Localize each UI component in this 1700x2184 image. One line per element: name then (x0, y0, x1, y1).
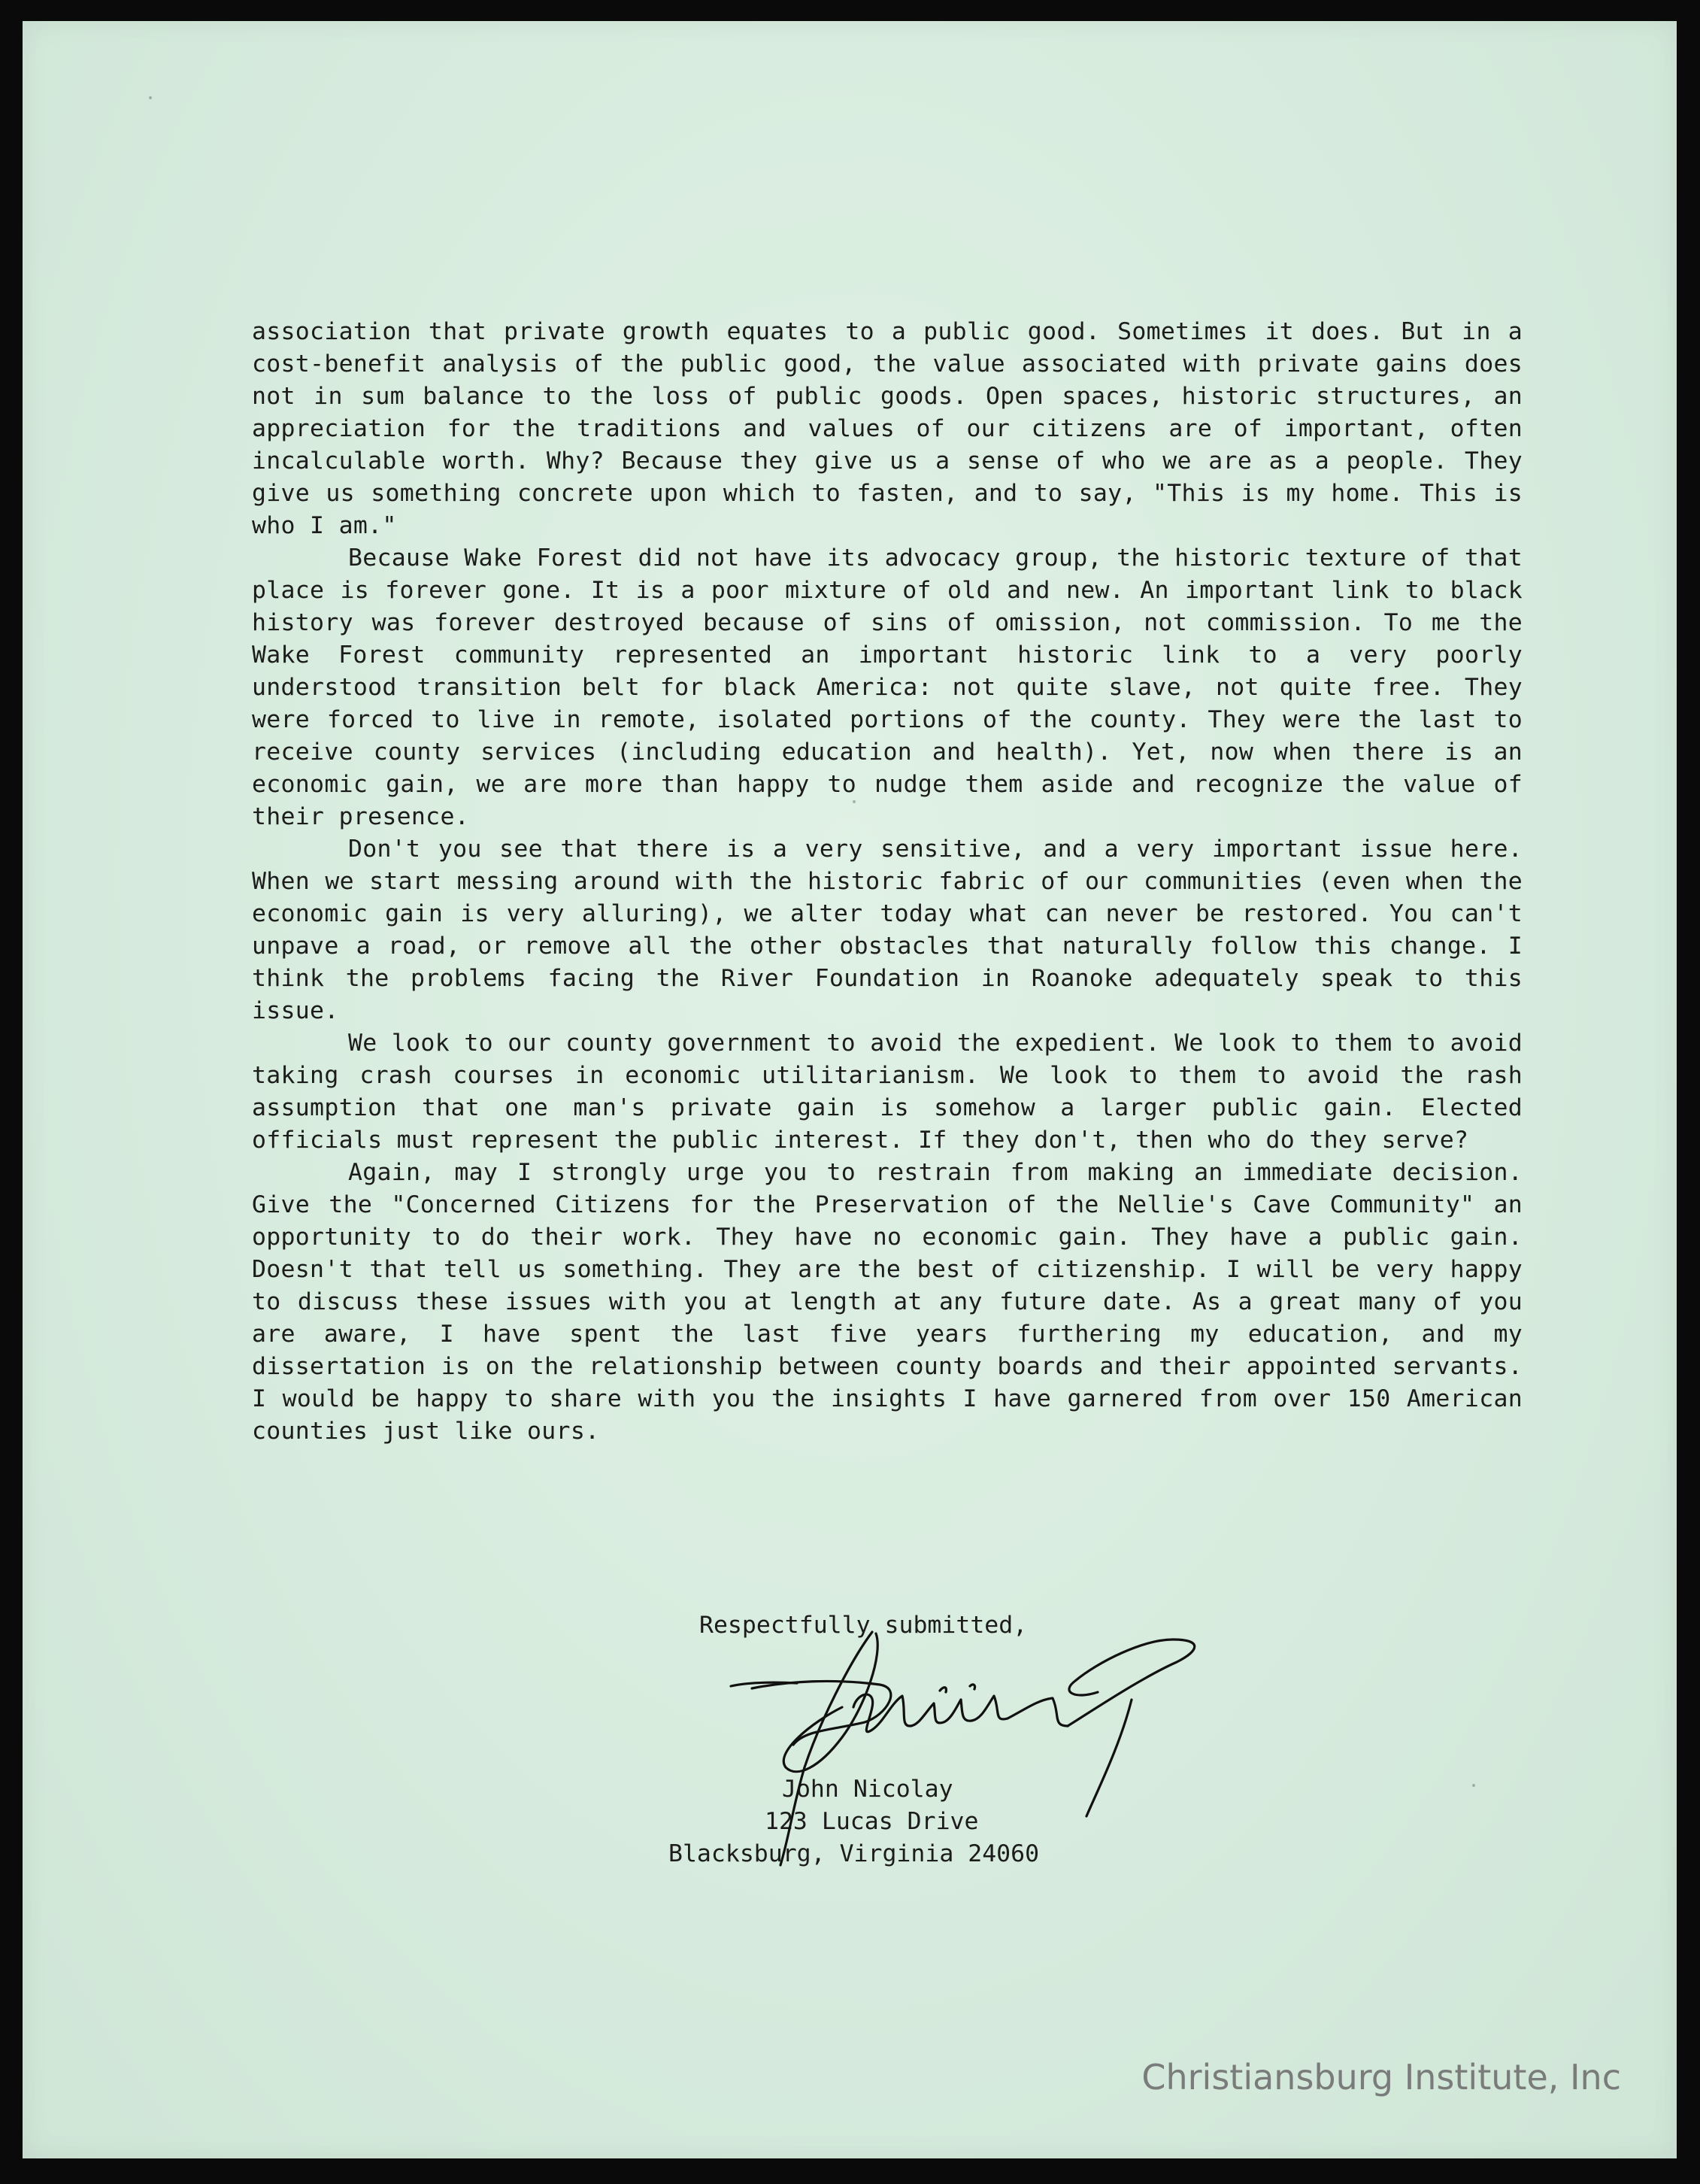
handwritten-signature (722, 1617, 1203, 1880)
letter-body (252, 316, 1523, 1448)
letter-paragraph: Don't you see that there is a very sensitive, and a very important issue here. When we start messing around with the historic fabric of our communities (even when the economic gain is very alluring), we alter today what can never be restored. You can't unpave a road, or remove all the other obstacles that naturally follow this change. I think the problems facing the River Foundation in Roanoke adequately speak to this issue. (252, 836, 1523, 1024)
address-city-state-zip: Blacksburg, Virginia 24060 (668, 1840, 1040, 1867)
watermark: Christiansburg Institute, Inc (1141, 2057, 1621, 2098)
paper-speck (1472, 1784, 1475, 1787)
closing-salutation: Respectfully submitted, (699, 1612, 1028, 1639)
letter-paragraph: association that private growth equates to a public good. Sometimes it does. But in a cost-benefit analysis of the public good, the value associated with private gains does not in sum balance to the loss of public goods. Open spaces, historic structures, an appreciation for the traditions and values of our citizens are of important, often incalculable worth. Why? Because they give us a sense of who we are as a people. They give us something concrete upon which to fasten, and to say, "This is my home. This is who I am." (252, 318, 1523, 539)
letter-paragraph: Because Wake Forest did not have its advocacy group, the historic texture of that place is forever gone. It is a poor mixture of old and new. An important link to black history was forever destroyed because of sins of omission, not commission. To me the Wake Forest community represented an important historic link to a very poorly understood transition belt for black America: not quite slave, not quite free. They were forced to live in remote, isolated portions of the county. They were the last to receive county services (including education and health). Yet, now when there is an economic gain, we are more than happy to nudge them aside and recognize the value of their presence. (252, 544, 1523, 830)
address-street: 123 Lucas Drive (765, 1808, 979, 1835)
letter-paragraph: Again, may I strongly urge you to restrain from making an immediate decision. Give the "Concerned Citizens for the Preservation of the Nellie's Cave Community" an opportunity to do their work. They have no economic gain. They have a public gain. Doesn't that tell us something. They are the best of citizenship. I will be very happy to discuss these issues with you at length at any future date. As a great many of you are aware, I have spent the last five years furthering my education, and my dissertation is on the relationship between county boards and their appointed servants. I would be happy to share with you the insights I have garnered from over 150 American counties just like ours. (252, 1159, 1523, 1445)
paper-speck (149, 96, 152, 99)
signer-name: John Nicolay (782, 1776, 953, 1803)
letter-paragraph: We look to our county government to avoid the expedient. We look to them to avoid taking crash courses in economic utilitarianism. We look to them to avoid the rash assumption that one man's private gain is somehow a larger public gain. Elected officials must represent the public interest. If they don't, then who do they serve? (252, 1030, 1523, 1154)
